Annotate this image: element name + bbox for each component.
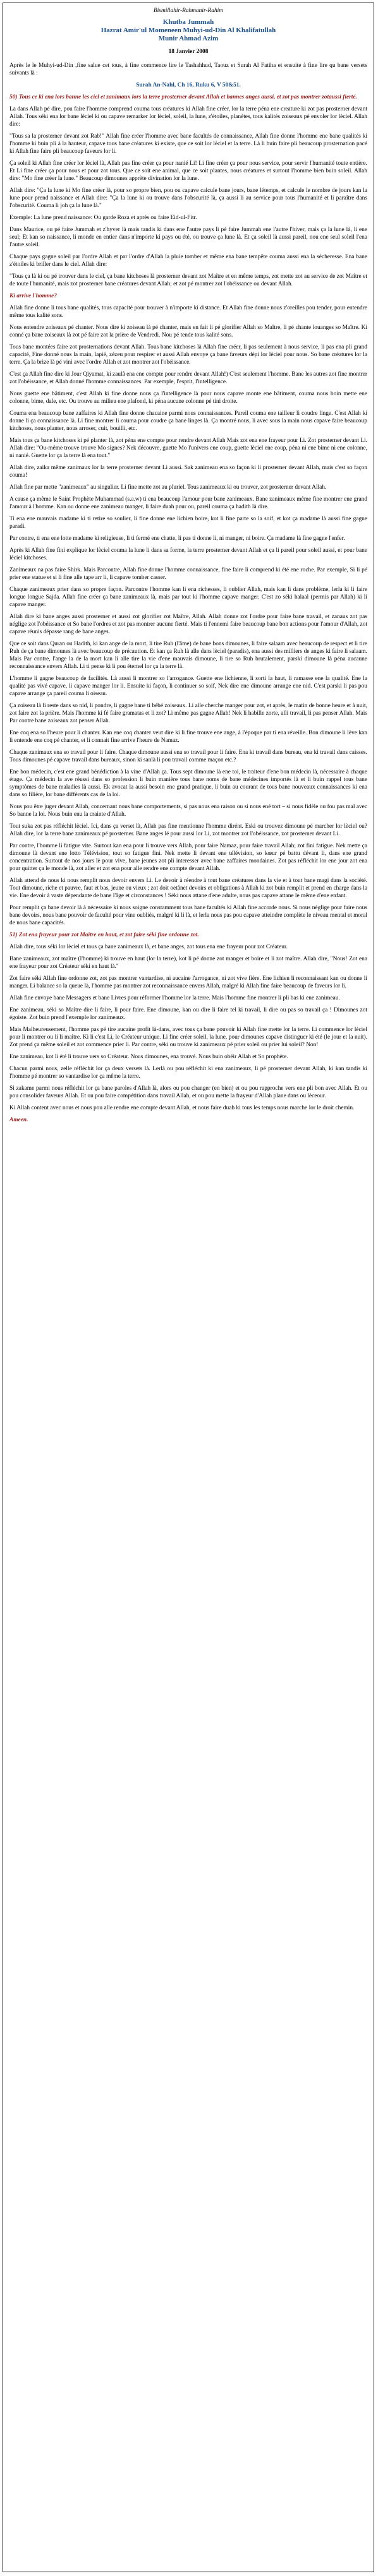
paragraph: Allah dire: "Ça la lune ki Mo fine créer là, pour so propre bien, pou ou capave calcule bane jours, bane létemps, et calcule le nombre de jours kan la lune pour prend naissance et Allah dire: "Ça la lune ki ou trouve dans l'obscurité là, ça aussi li au service pour tous l'humanité et li paraître dans l'obscurité. Couma li joh ça la lune là." xyxy=(9,188,367,209)
paragraph: Pour remplit ça bane devoir là à nécessaire ki nous soigne constamment tous bane facultés ki Allah fine accorde nous. Si nous néglige pour faire nous bane devoirs, nous bane pouvoir de faculté pour vine oubliés, malgré ki li là, et lerla nous pas pou capave atteindre complète le niveau mental et moral de nous bane capacités. xyxy=(9,905,367,926)
paragraph: Allah fine par mette "zanimeaux" au singulier. Li fine mette zot au pluriel. Tous zanimeaux ki ou trouver, zot prosterner devant Allah. xyxy=(9,484,327,491)
paragraph: Chacun parmi nous, zelle réfléchit lor ça deux versets là. Lerlà ou pou réfléchit ki ena zanimeaux, li pé prosterner devant Allah, ki kan tandis ki l'homme pé montrer so vantardise lor ça même la terre. xyxy=(9,1066,367,1080)
paragraph: Chaque pays gagne soleil par l'ordre Allah et par l'ordre d'Allah la pluie tomber et même ena bane tempête couma aussi ena la sécheresse. Ena bane z'étoiles ki briller dans le ciel. Allah dire: xyxy=(9,254,367,268)
paragraph: Dans Maurice, ou pé faire Jummah et z'hyver là mais tandis ki dans ene l'autre pays li pé faire Jummah ene l'autre l'hiver, mais ça la lune là, li ene seul; Et kan so naissance, li monde en entier dans n'importe ki pays ou été, ou trouve ça lune là. Et ça soleil là aussi pareil, nou ene seul soleil l'ena l'autre soleil. xyxy=(9,227,367,248)
paragraph: Couma ena beaucoup bane zaffaires ki Allah fine donne chacaine parmi nous connaissances. Pareil couma ene tailleur li coudre linge. C'est Allah ki donne li ça connaissance là. Li fine montrer li couma pour coudre ça bane linges là. Ça montré nous, li avec sous la main nous capave faire beaucoup kitchoses, nous planter, nous arroser, cuit, bouilli, etc. xyxy=(9,410,367,432)
sermon-date: 18 Janvier 2008 xyxy=(168,49,209,55)
paragraph: Ene zanimeau, séki so Maître dire li faire, li pour faire. Ene dimoune, kan ou dire li faire tel ki travail, li dire ou pas so travail ça ! Dimounes zot égoiste. Zot buin prend l'exemple lor zanimeaux. xyxy=(9,1007,367,1021)
paragraph: Tous bane montées faire zot prosternations devant Allah. Tous bane kitchoses là Allah fine créer, li pas seulement à nous service, li pas ena pli grand capacité, Fine donné nous la main, lapié, zézeu pour respirer et aussi Allah envoye ça bane faveurs dépi lor lèciel pour nous. So bane créatures lor la terre. Ça la brize là pé vini avec l'ordre Allah et zot montrer zot l'obéissance. xyxy=(9,344,367,366)
paragraph: Par contre, ti ena ene lotte madame ki religieuse, li ti fermé ene chatte, li pas ti donne li, ni manger, ni boire. Ça madame là fine gagne l'enfer. xyxy=(9,535,345,542)
paragraph: Mais tous ça bane kitchoses ki pé planter là, zot pèna ene compte pour rendre devant Allah Mais zot ena ene frayeur pour Li. Zot prosterner devant Li. Allah dire: "Ou-même trouve trouve Mo signes? Nek découvre, guette Mo l'univers ene coup, guette lèciel ene coup, péna ni ene bime ni ene colonne, ni nanié. Guette lor ça la terre là ena tout." xyxy=(9,438,367,459)
paragraph: Ça zoiseau là li reste dans so nid, li pondre, li gagne bane ti bébé zoiseaux. Li alle cherche manger pour zot, et après, le matin de bonne heure et à nuit, zot faire zot la prière. Mais l'homme ki fé faire gramatas et li zot? Li même pas gagne Allah! Nek li habille zorte, alli travail, li pas penser Allah. Mais Par contre bane zoiseaux zot penser Allah. xyxy=(9,703,367,724)
paragraph: Chaque zanimaux ena so travail pour li faire. Chaque dimoune aussi ena so travail pour li faire. Ena ki travail dans bureau, ena ki travail dans caisses. Tous dimounes pé capave travail dans bureaux, sinon ki sanlà li pou travail comme maçon etc.? xyxy=(9,749,367,763)
paragraph: Mais Malheureusement, l'homme pas pé tire aucaine profit là-dans, avec tous ça bane pouvoir ki Allah fine mette lor la terre. Li commence lor lèciel pour li montrer ou li li maître. Ki li c'est Li, le Créateur unique. Li fine créer soleil, la lune, pour dimounes capave distinguer ki été (le jour et la nuit). Zot prend ça même soleil et zot commence prier li. Par contre, séki ou trouve ki zanimeaux pé prier soleil ou prier lui soleil? Non! xyxy=(9,1027,367,1048)
paragraph: "Tous ça là ki ou pé trouver dans le ciel, ça bane kitchoses là prosterner devant zot Maître et en même temps, zot mette zot au service de zot Maître et de toute l'humanité, mais zot prosterner bane créatures devant Allah; et zot pé montrer zot l'obéissance ou devant Allah. xyxy=(9,273,367,287)
paragraph: La dans Allah pé dire, pou faire l'homme comprend couma tous créatures ki Allah fine créer, lor la terre péna ene creature ki zot pas prosterner devant Allah. Tous séki ena lor bane lèciel ki ou capave remarker lor lèciel, soleil, la lune, z'étoiles, planètes, tous kalités zoiseaux pé envoler lor lèciel. Allah dire: xyxy=(9,106,367,128)
paragraph: Si zakame parmi nous réfléchit lor ça bane paroles d'Allah là, alors ou pou changer (en bien) et ou pou rapproche vers ene pli bon avec Allah. Et ou pou consolider faveurs Allah. Et ou pou faire compétition dans travail Allah, et ou pou mette la frayeur d'Allah plane dans ou lèceour. xyxy=(9,1085,367,1099)
closing-ameen: Ameen. xyxy=(9,1117,28,1123)
paragraph: Ene coq ena so l'heure pour li chanter. Kan ene coq chanter veut dire ki li fine trouve ene ange, à l'époque par ti ena réveille. Bon dimoune li lève kan li entende ene coq pé chanter, et li connait fine arrive l'heure de Namaz. xyxy=(9,730,367,744)
paragraph: Par contre, l'homme li fatigue vite. Surtout kan ena pour li trouve vers Allah, pour faire Namaz, pour faire travail Allah; zot fini fatigue. Nek mette ça dimoune là devant ene lotto Télévision, tout so fatigue fini. Nek mette li devant ene télévision, so kœur pé battu dévant li, dans ene grand concentration. Surtout de nos jours lè pour vive, bane jeunes zot pli interesser avec bane zaffaires mondaines. Zot pas réfléchit lor ene jour zot ena pour quitter ça le monde là, zot aller et zot ena pour alle rendre ene compte devant Allah. xyxy=(9,843,367,872)
verse-heading: 51) Zot ena frayeur pour zot Maître en haut, et zot faire séki fine ordonne zot. xyxy=(9,932,199,938)
paragraph: Bane zanimeaux, zot maître (l'homme) ki trouve en haut (lor la terre), kot li pé donne zot manger et boire et li zot maître. Allah dire, "Nous! Zot ena ene frayeur pour zot Créateur séki en haut là." xyxy=(9,956,367,970)
paragraph: Exemple: La lune prend naissance: Ou garde Roza et après ou faire Eid-ul-Fitr. xyxy=(9,215,197,221)
paragraph: Allah fine donne li tous bane qualités, tous capacité pour trouver à n'importe ki distance. Et Allah fine donne nous z'oreilles pou tender, pour entendre même tous kalité sons. xyxy=(9,305,367,319)
paragraph: Nous guette ene bâtiment, c'est Allah ki fine donne nous ça l'intelligence là pour nous capave monte ene bâtiment, couma nous boin mette ene colonne, bime, dale, etc. Ou trouve au milieu ene plafond, ki péna aucune colonne pé tini droite. xyxy=(9,391,367,405)
paragraph: Ti ena ene mauvais madame ki ti retire so soulier, li fine donne ene lichien boire, kot li fine parte so la soif, et kot ça madame là aussi fine gagne paradi. xyxy=(9,516,367,530)
sermon-body xyxy=(9,62,367,1112)
paragraph: Allah dire ki bane anges aussi prosterner et aussi zot glorifier zot Maître, Allah. Allah donne zot l'ordre pour faire bane travail, et zanaus zot pas néglige zot l'obéissance et So bane l'ordres et zot pas montrer aucune fierté. Mais ti l'ennemi faire beaucoup bane bon actions pour l'amour d'Allah, zot capave réunis dépasse rang de bane anges. xyxy=(9,614,367,635)
paragraph: Ça soleil ki Allah fine créer lor lèciel là, Allah pas fine créer ça pour nanié Li! Li fine créer ça pour nous service, pour servir l'humanité toute entière. Et Li fine créer ça pour nous et pour zot tous. Que ce soit ene animal, que ce soit plantes, nous créatures et surtout l'homme bien buin soleil. Allah dire: "Mo fine créer la lune." Beaucoup dimounes apprète divination lor la lune. xyxy=(9,160,367,182)
paragraph: Ene bon médecin, c'est ene grand bénédiction à la vine d'Allah ça. Tous sept dimoune là ene toi, le traiteur d'ene bon médecin là, nécessaire à chaque étage. Ça médecin la ave réussi dans so profession li buin manière tous bane noms de bane médecines importés là et li buin rappel tous bane symptômes de bane maladies là aussi. Ek avocat la aussi besoin ene grand pratique, li buin au courant de tous bane nouveaux connaissances ki ena dans so filière, lor bane différents cas de la loi. xyxy=(9,769,367,798)
paragraph: Allah dire, zaika même zanimaux lor la terre prosterner devant Li aussi. Sak zanimeau ena so façon ki li prosterner devant Allah, mais c'est so façon couma! xyxy=(9,465,367,479)
paragraph: Nous pou être juger devant Allah, concernant nous bane comportements, si pas nous ena raison ou si nous ené tort – si nous fidèle ou fou pas mal avec So banne la loi. Nous buin enu la crainte d'Allah. xyxy=(9,804,367,818)
paragraph: Ene zanimeau, kot li été li trouve vers so Créateur. Nous dimounes, ena trouvé. Nous buin obéir Allah et So prophète. xyxy=(9,1054,288,1060)
paragraph: Que ce soit dans Quran ou Hadith, ki kan ange de la mort, li tire Ruh (l'âme) de bane bons dimounes, li faire salaam avec beaucoup de respect et li tire Ruh de ça bane dimounes là avec beaucoup de précaution. Et kan ça Ruh là alle dans lèciel (paradis), ena aussi des milliers de anges ki faire li salaam. Mais Par contre, l'ange la de la mort kan li alle tire la vie d'ene mauvais dimoune, li tire so Ruh brutalement, parski dimoune là péna aucaune reconnaissance envers Allah. Li ti pense ki li pou éternel lor ça la terre là. xyxy=(9,641,367,670)
paragraph: Allah dire, tous séki lor lèciel et tous ça bane zanimeaux là, et bane anges, zot tous ena ene frayeur pour zot Créateur. xyxy=(9,944,288,950)
paragraph: Après ki Allah fine fini explique lor lèciel couma la lune li dans sa forme, la terre prosterner devant Allah et ça li pareil pour soleil aussi, et pour bane lèciel kitchoses. xyxy=(9,547,367,561)
paragraph: Allah fine envoye bane Messagers et bane Livres pour réformer l'homme lor la terre. Mais l'homme fine montrer li pli bas ki ene zanimeau. xyxy=(9,995,340,1001)
title-khutba: Khutba Jummah xyxy=(162,18,214,26)
closing-paragraph xyxy=(9,1116,367,1124)
paragraph: Allah attend de nous ki nous remplit nous devoir envers Li. Le devoir à réendre à tout bane créatures dans la vie et à tout bane magi dans la société. Tout dimoune, riche et pauvre, faut et bas, jeune ou vieux ; zot doit oetânet devoirs et obligations à Allah ki zot buin remplit et prend en charge dans la vie. Ene devoir à vaste dépendante de bane l'âge et circonstances ! Séki nous attane d'ene adulte, nous pas capave attane le même d'ene enfant. xyxy=(9,878,367,899)
paragraph: Zot faire séki Allah fine ordonne zot, zot pas montrer vantardise, ni aucaine l'arrogance, ni zot vive fière. Ene lichien li reconnaissant kan ou donne li manger. Li balance so la queue là, l'homme pas montrer zot reconnaissance envers Allah, malgré ki Allah fine faire beaucoup de faveurs lor li. xyxy=(9,975,367,989)
paragraph: Ki Allah content avec nous et nous pou alle rendre ene compte devant Allah, et nous faire duah ki tous les temps nous marche lor le droit chemin. xyxy=(9,1105,355,1111)
khutba-page xyxy=(3,3,374,2572)
verse-heading: Ki arrive l'homme? xyxy=(9,293,57,299)
verse-reference: Surah An-Nahl, Ch 16, Ruku 6, V 50&51. xyxy=(136,82,241,88)
paragraph: Chaque zanimeaux prier dans so propre façon. Parcontre l'homme kan li ena richesses, li oublier Allah, mais kan li dans problème, lerla ki li faire longue longue Sajda. Allah fine créer ça bane zanimeaux là, mais par tout ki l'homme capave manger. C'est zo séki halaal (permis par Allah) ki li capave manger. xyxy=(9,587,367,608)
paragraph: L'homme li gagne beaucoup de facilités. Là aussi li montrer so l'arrogance. Guette ene lichienne, li sorti la haut, li ramasse ene la qualité. Ene la qualité pas vivé capave, li capave manger lor li. Ensuite ki façon, li continuer so soif, Nek dire ene dimoune arrange ene nid. C'est parski li pas pou capave arrange ça pareil couma li oiseau. xyxy=(9,676,367,697)
title-author: Hazrat Amir'ul Momeneen Muhyi-ud-Din Al Khalifatullah xyxy=(101,27,276,34)
paragraph: C'est ça Allah fine dire ki Jour Qiyamat, ki zaulâ ena ene compte pour rendre devant Allah!) C'est seulement l'homme. Bane les autres zot fine montrer zot l'obéissance, et Allah donné l'homme connaissances. Par exemple, l'esprit, l'intelligence. xyxy=(9,371,367,385)
basmala: Bismillahir-Rahmanir-Rahim xyxy=(153,8,224,14)
paragraph: Nous entendre zoiseaux pé chanter. Nous dire ki zoiseau là pé chanter, mais en fait li pé glorifier Allah so Maître, li pé chante louanges so Maître. Ki conné ça bane zoiseaux là zot pé faire zot la prière de Vendredi. Nou pé tende tous kalité sons. xyxy=(9,325,367,338)
verse-heading: 50) Tous ce ki ena lors banne les ciel et zanimaux lors la terre prosterner devant Allah et bannes anges aussi, et zot pas montrer zotaussi fierté. xyxy=(9,94,357,100)
paragraph: A cause ça même le Saint Prophète Muhammad (s.a.w) ti ena beaucoup l'amour pour bane zanimeaux. Bane zanimeaux même fine montrer ene grand l'amour à l'homme. Kan ou donne ene zanimeau manger, li faire duah pour ou, pareil couma ça hadith là dire. xyxy=(9,496,367,510)
paragraph: "Tous sa la prosterner devant zot Rab!" Allah fine créer l'homme avec bane facultés de connaissance, Allah fine donne l'homme ene bane qualités ki l'homme ki buin pli à la hauteur, capave tous bane créatures ki existe, que ce soit lor lèciel et la terre. Là li buin faire pli beaucoup prosternation pacé ki Allah fine faire pli beaucoup faveurs lor li. xyxy=(9,133,367,155)
paragraph: Après le le Muhyi-ud-Din ,fine salue cet tous, à fine commence lire le Tashahhud, Taouz et Surah Al Fatiha et ensuite à fine lire qu bane versets suivants là : xyxy=(9,63,367,76)
paragraph: Tout suka zot pas réfléchit lèciel. Ici, dans ça verset là, Allah pas fine mentionne l'homme dirént. Eski ou trouvez dimoune pé marcher lor lèciel ou? Allah dire, lor la terre bane zanimeaux pé prosterner. Bane anges lé pour aussi lor Li, zot montrer zot l'obéissance, zot prosterner devant Li. xyxy=(9,823,367,837)
paragraph: Zanimeaux na pas faire Shirk. Mais Parcontre, Allah fine donne l'homme connaissance, fine faire li comprend ki été ene roche. Par exemple, Si li pé prier ene statue et si li fine alle tape arr li, li capave tomber casser. xyxy=(9,567,367,581)
title-author-name: Munir Ahmad Azim xyxy=(158,35,219,42)
